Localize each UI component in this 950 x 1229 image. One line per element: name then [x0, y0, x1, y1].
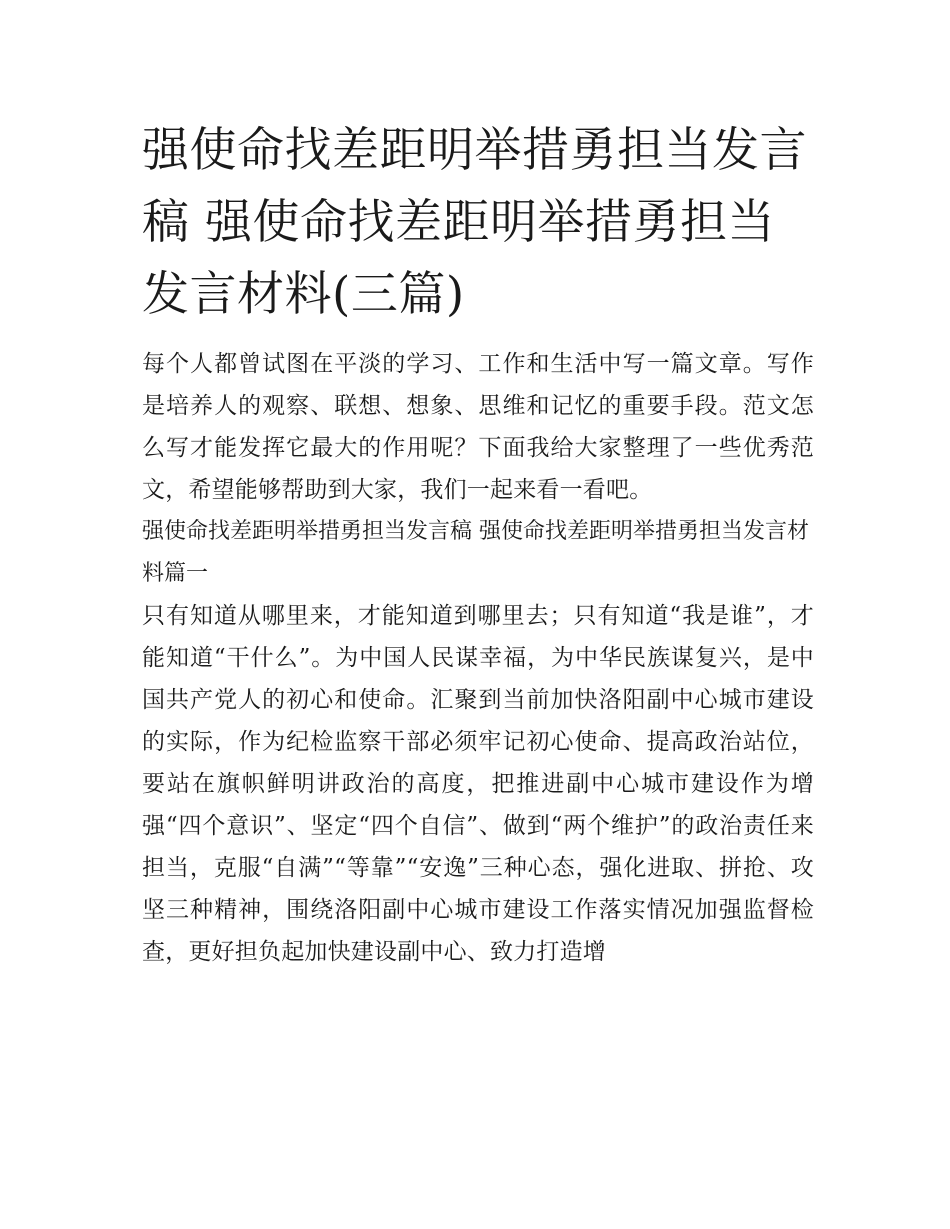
document-content: [142, 115, 814, 973]
document-title: 强使命找差距明举措勇担当发言稿 强使命找差距明举措勇担当发言材料(三篇): [142, 123, 807, 322]
body-paragraph: 只有知道从哪里来，才能知道到哪里去；只有知道“我是谁”，才能知道“干什么”。为中国人民谋幸福，为中华民族谋复兴，是中国共产党人的初心和使命。汇聚到当前加快洛阳副中心城市建设的实际，作为纪检监察干部必须牢记初心使命、提高政治站位，要站在旗帜鲜明讲政治的高度，把推进副中心城市建设作为增强“四个意识”、坚定“四个自信”、做到“两个维护”的政治责任来担当，克服“自满”“等靠”“安逸”三种心态，强化进取、拼抢、攻坚三种精神，围绕洛阳副中心城市建设工作落实情况加强监督检查，更好担负起加快建设副中心、致力打造增: [142, 603, 814, 965]
intro-paragraph: 每个人都曾试图在平淡的学习、工作和生活中写一篇文章。写作是培养人的观察、联想、想象、思维和记忆的重要手段。范文怎么写才能发挥它最大的作用呢？下面我给大家整理了一些优秀范文，希望能够帮助到大家，我们一起来看一看吧。: [142, 351, 814, 503]
section-heading: 强使命找差距明举措勇担当发言稿 强使命找差距明举措勇担当发言材料篇一: [142, 519, 809, 586]
